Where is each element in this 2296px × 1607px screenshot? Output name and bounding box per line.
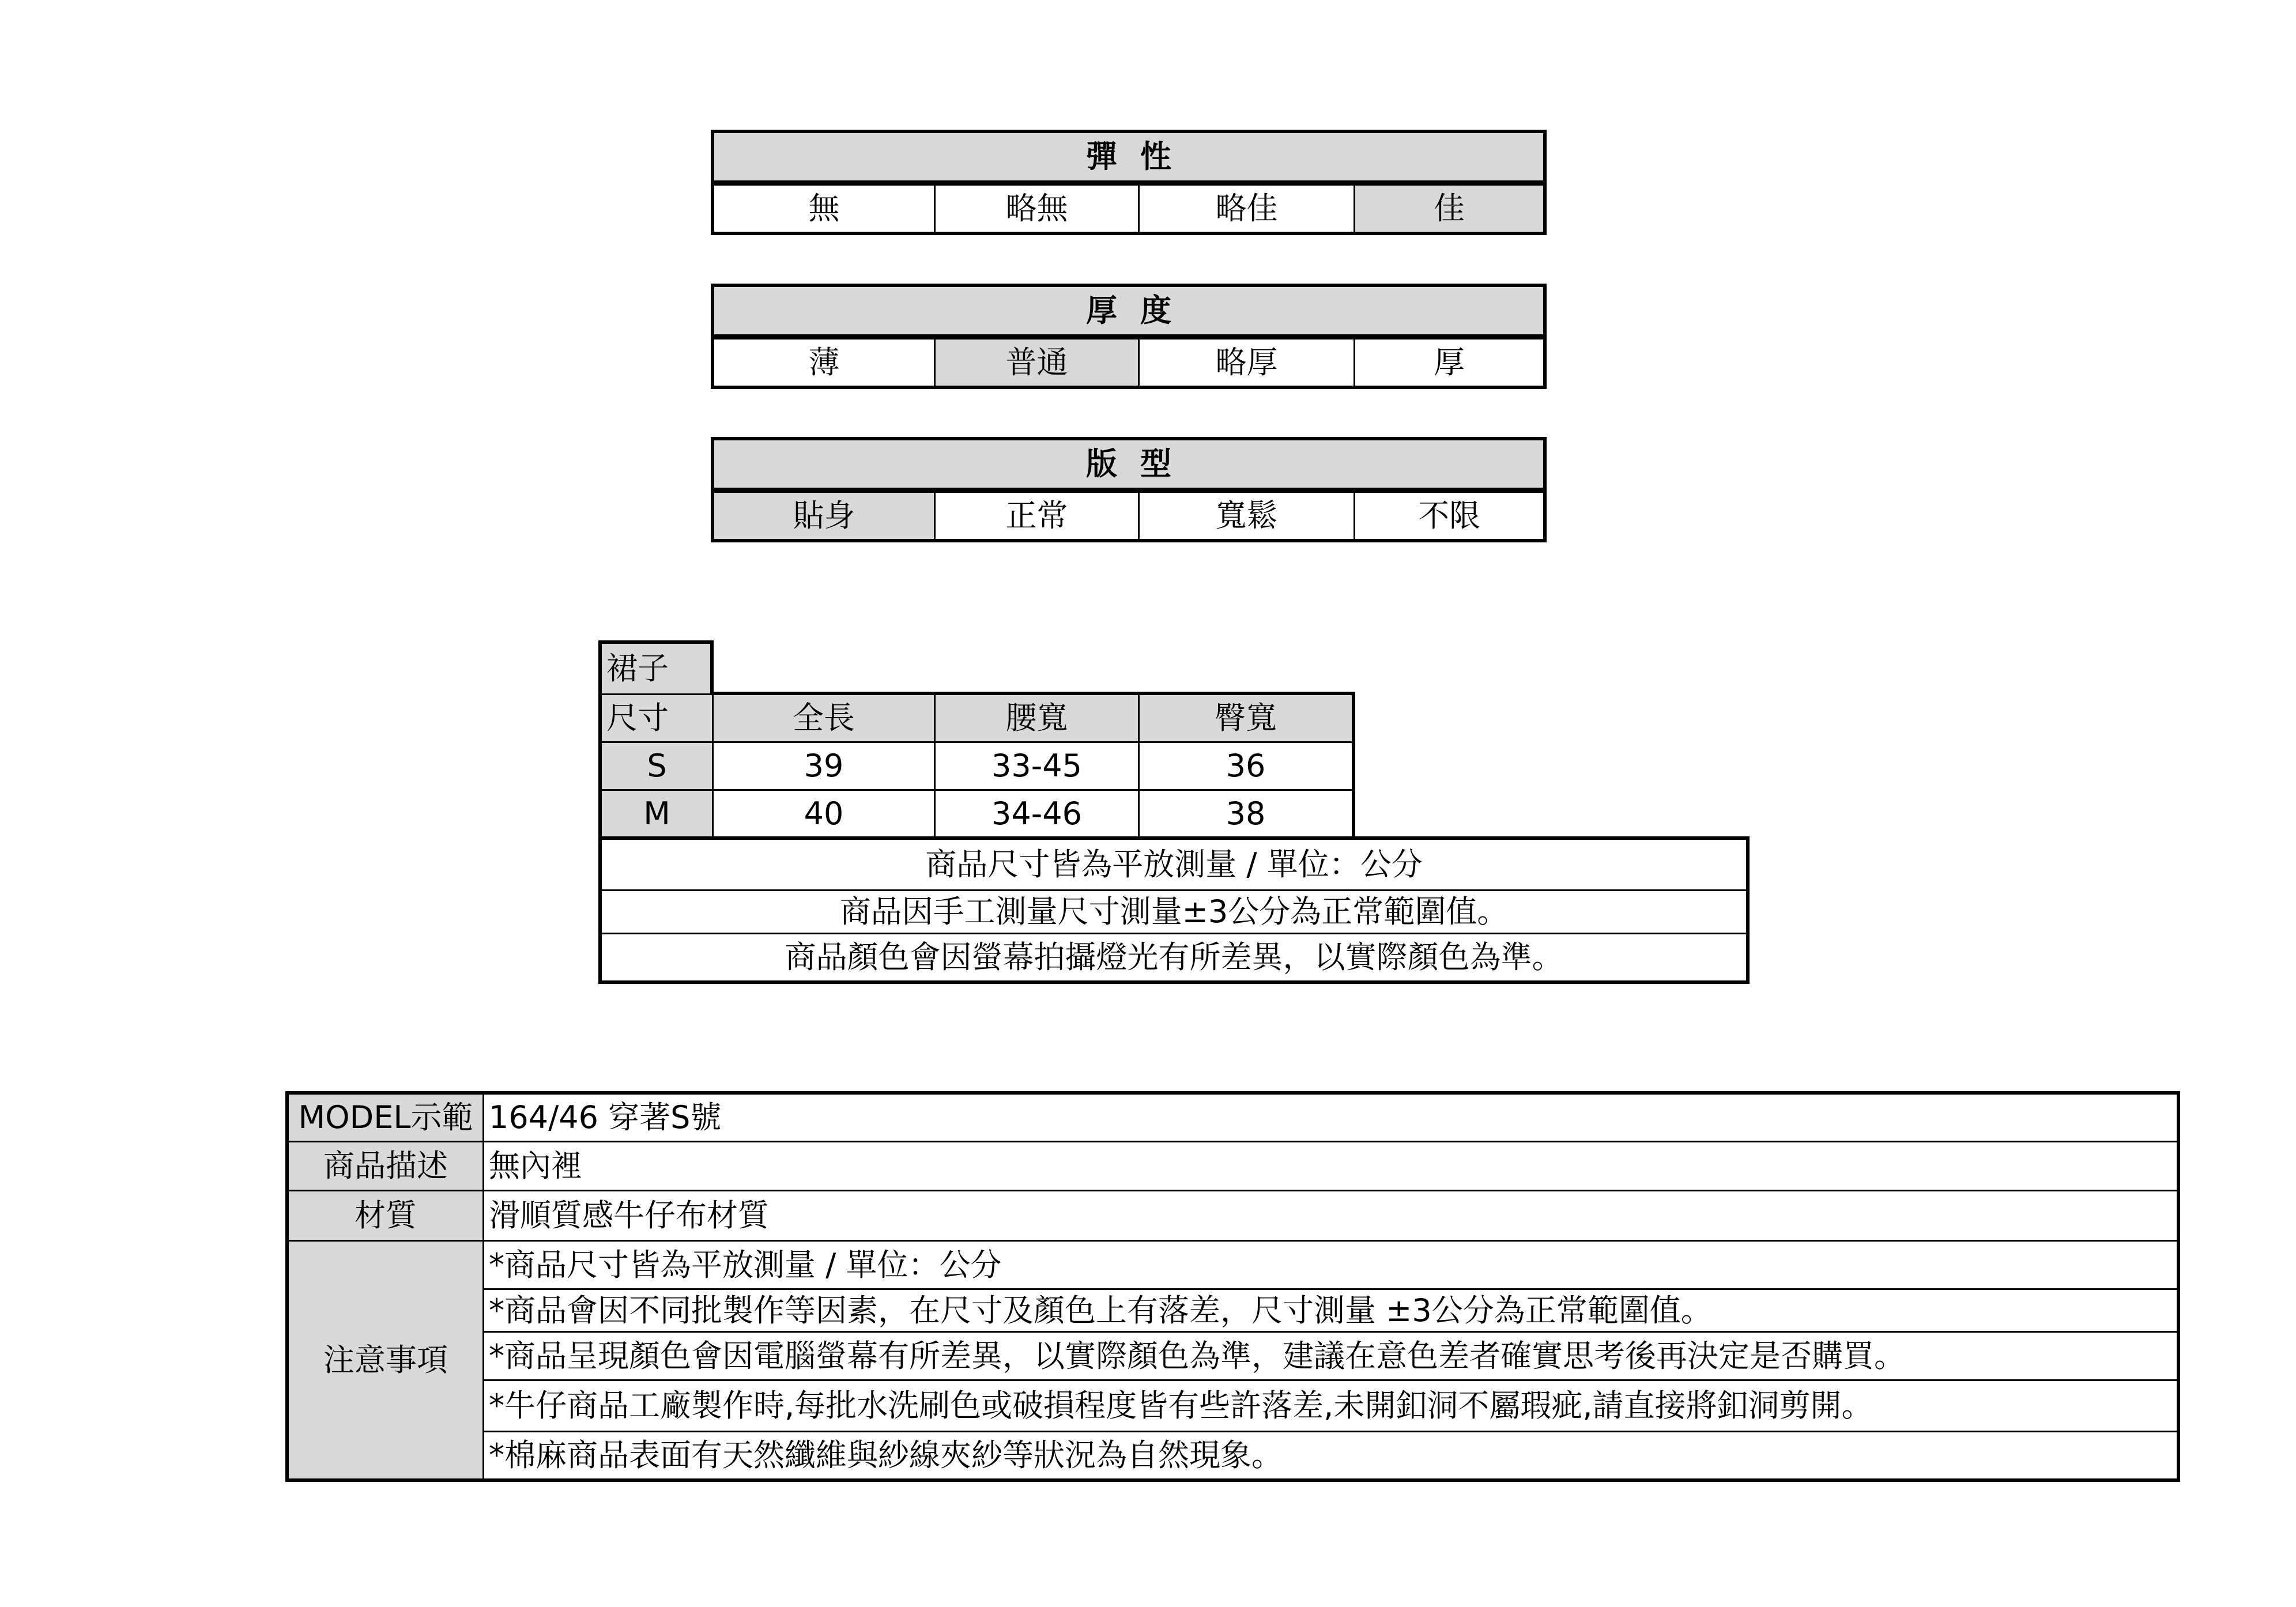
- thickness-option: 略厚: [1138, 336, 1355, 389]
- size-header-waist: 腰寬: [934, 692, 1140, 743]
- elasticity-option: 無: [711, 182, 936, 235]
- elasticity-option: 略佳: [1138, 182, 1355, 235]
- material-value: 滑順質感牛仔布材質: [482, 1190, 2180, 1242]
- material-label: 材質: [285, 1190, 484, 1242]
- elasticity-option: 略無: [934, 182, 1140, 235]
- description-label: 商品描述: [285, 1141, 484, 1191]
- size-cell: 36: [1138, 741, 1355, 791]
- fit-option-selected: 貼身: [711, 489, 936, 542]
- size-note: 商品顏色會因螢幕拍攝燈光有所差異，以實際顏色為準。: [598, 933, 1750, 984]
- size-cell: 38: [1138, 789, 1355, 838]
- description-value: 無內裡: [482, 1141, 2180, 1191]
- size-cell: 39: [712, 741, 936, 791]
- notes-line: *商品會因不同批製作等因素，在尺寸及顏色上有落差，尺寸測量 ±3公分為正常範圍值。: [482, 1288, 2180, 1333]
- notes-line: *商品尺寸皆為平放測量 / 單位：公分: [482, 1240, 2180, 1290]
- elasticity-title: 彈性: [711, 130, 1547, 184]
- notes-line: *牛仔商品工廠製作時,每批水洗刷色或破損程度皆有些許落差,未開釦洞不屬瑕疵,請直接將釦洞剪開。: [482, 1379, 2180, 1432]
- thickness-option: 薄: [711, 336, 936, 389]
- fit-option: 不限: [1354, 489, 1547, 542]
- model-label: MODEL示範: [285, 1091, 484, 1142]
- fit-option: 正常: [934, 489, 1140, 542]
- size-note: 商品因手工測量尺寸測量±3公分為正常範圍值。: [598, 889, 1750, 934]
- size-cell: 34-46: [934, 789, 1140, 838]
- notes-line: *商品呈現顏色會因電腦螢幕有所差異，以實際顏色為準，建議在意色差者確實思考後再決定是否購買。: [482, 1331, 2180, 1381]
- thickness-option: 厚: [1354, 336, 1547, 389]
- model-value: 164/46 穿著S號: [482, 1091, 2180, 1142]
- elasticity-option-selected: 佳: [1354, 182, 1547, 235]
- size-note: 商品尺寸皆為平放測量 / 單位：公分: [598, 836, 1750, 891]
- size-row-label: S: [598, 741, 714, 791]
- fit-option: 寬鬆: [1138, 489, 1355, 542]
- size-cell: 40: [712, 789, 936, 838]
- size-cell: 33-45: [934, 741, 1140, 791]
- fit-title: 版型: [711, 437, 1547, 491]
- notes-line: *棉麻商品表面有天然纖維與紗線夾紗等狀況為自然現象。: [482, 1431, 2180, 1482]
- size-header-hip: 臀寬: [1138, 692, 1355, 743]
- thickness-title: 厚度: [711, 284, 1547, 338]
- size-row-label: M: [598, 789, 714, 838]
- size-header-length: 全長: [712, 692, 936, 743]
- notes-label: 注意事項: [285, 1240, 484, 1482]
- size-category: 裙子: [598, 640, 714, 695]
- thickness-option-selected: 普通: [934, 336, 1140, 389]
- size-header-label: 尺寸: [598, 693, 714, 743]
